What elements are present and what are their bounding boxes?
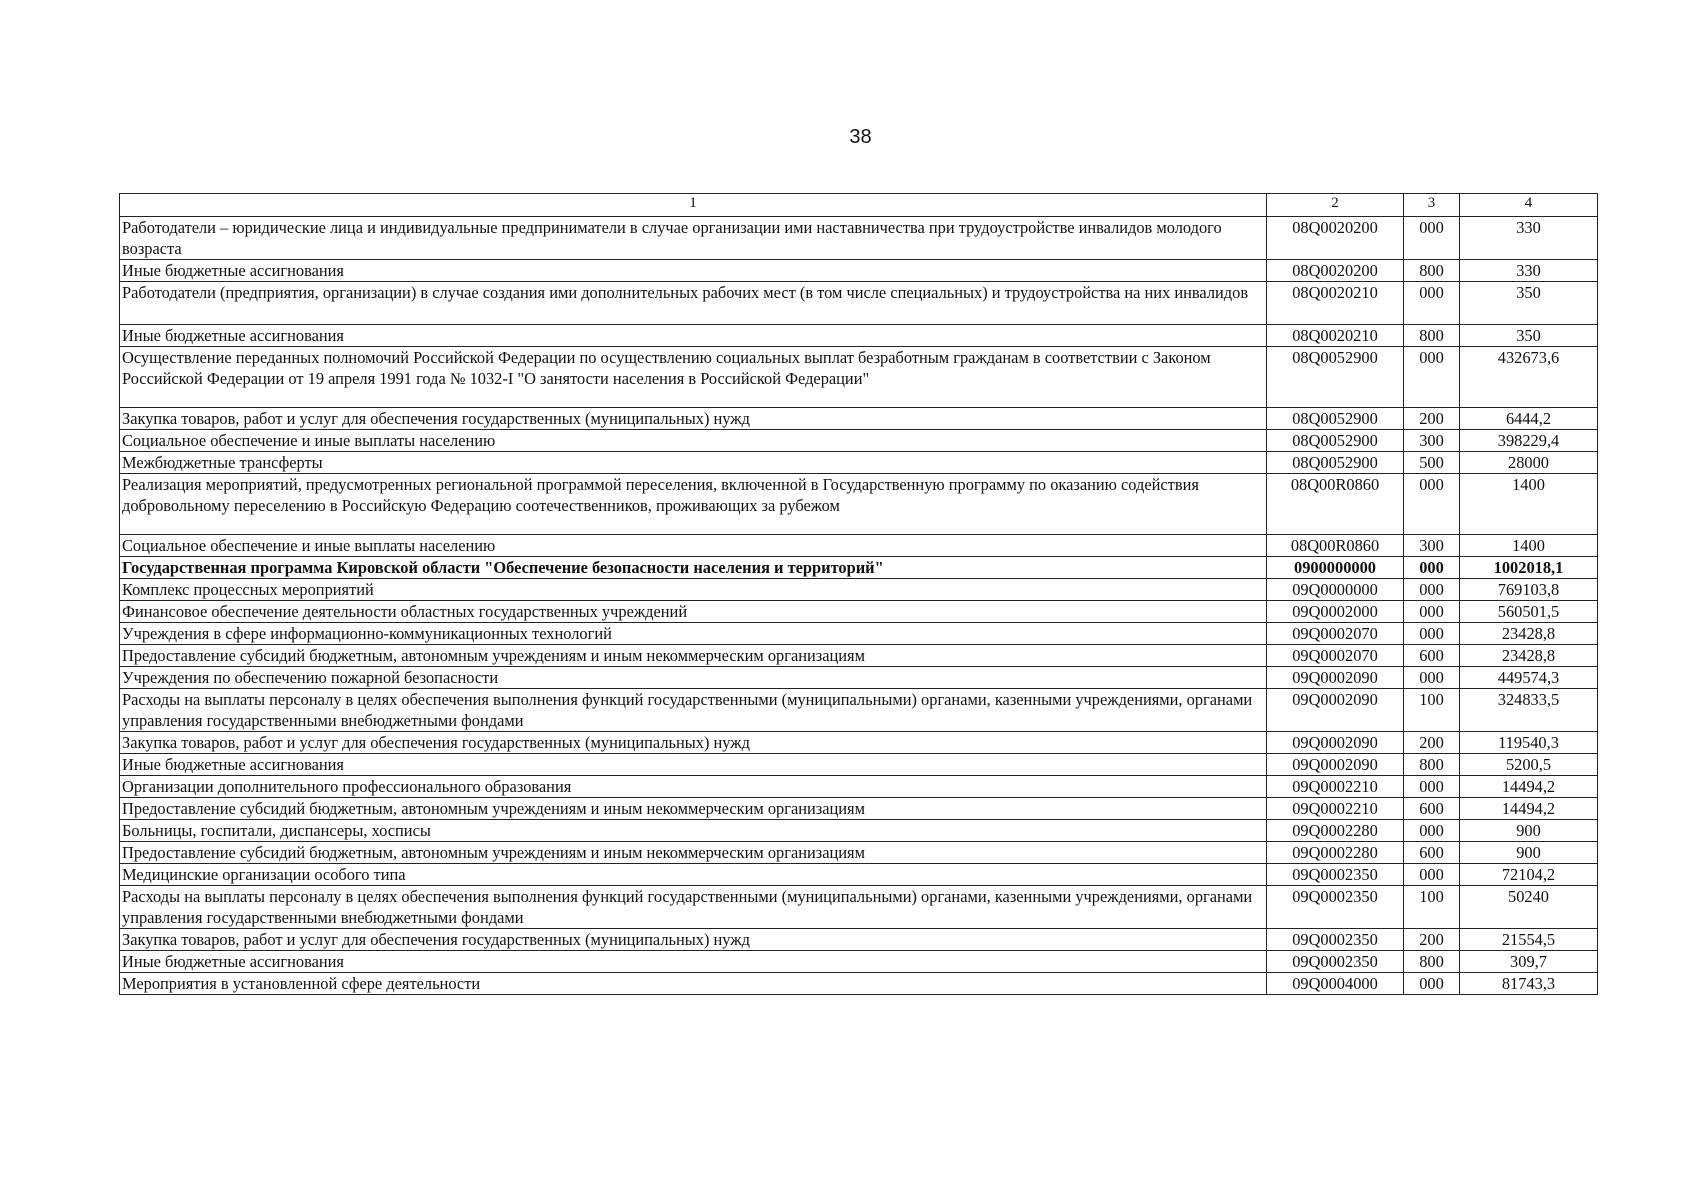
table-row <box>120 557 1598 579</box>
row-name-cell: Закупка товаров, работ и услуг для обеспечения государственных (муниципальных) нужд <box>120 929 1267 951</box>
row-name-cell: Предоставление субсидий бюджетным, автономным учреждениям и иным некоммерческим организациям <box>120 645 1267 667</box>
row-amount-cell: 350 <box>1460 325 1598 347</box>
row-amount-cell: 14494,2 <box>1460 776 1598 798</box>
row-type-cell: 100 <box>1404 689 1460 732</box>
row-name-cell: Медицинские организации особого типа <box>120 864 1267 886</box>
row-type-cell: 800 <box>1404 260 1460 282</box>
row-amount-cell: 398229,4 <box>1460 430 1598 452</box>
row-amount-cell: 900 <box>1460 820 1598 842</box>
row-code-cell: 0900000000 <box>1267 557 1404 579</box>
table-row <box>120 260 1598 282</box>
row-code-cell: 09Q0002000 <box>1267 601 1404 623</box>
table-row <box>120 732 1598 754</box>
table-row <box>120 347 1598 408</box>
row-type-cell: 200 <box>1404 408 1460 430</box>
table-row <box>120 601 1598 623</box>
row-code-cell: 09Q0002090 <box>1267 689 1404 732</box>
row-code-cell: 09Q0004000 <box>1267 973 1404 995</box>
row-code-cell: 08Q00R0860 <box>1267 535 1404 557</box>
header-col-1: 1 <box>120 194 1267 217</box>
header-row <box>120 194 1598 217</box>
table-row <box>120 973 1598 995</box>
row-type-cell: 000 <box>1404 820 1460 842</box>
table-row <box>120 798 1598 820</box>
row-name-cell: Работодатели (предприятия, организации) в случае создания ими дополнительных рабочих мест (в том числе специальных) и трудоустройства на них инвалидов <box>120 282 1267 325</box>
row-name-cell: Предоставление субсидий бюджетным, автономным учреждениям и иным некоммерческим организациям <box>120 798 1267 820</box>
row-name-cell: Иные бюджетные ассигнования <box>120 754 1267 776</box>
row-code-cell: 09Q0002280 <box>1267 842 1404 864</box>
row-name-cell: Предоставление субсидий бюджетным, автономным учреждениям и иным некоммерческим организациям <box>120 842 1267 864</box>
row-code-cell: 09Q0002350 <box>1267 886 1404 929</box>
header-col-3: 3 <box>1404 194 1460 217</box>
row-code-cell: 08Q0052900 <box>1267 452 1404 474</box>
page-number: 38 <box>849 126 872 148</box>
row-code-cell: 08Q0020200 <box>1267 217 1404 260</box>
row-amount-cell: 560501,5 <box>1460 601 1598 623</box>
row-code-cell: 09Q0002070 <box>1267 623 1404 645</box>
row-amount-cell: 309,7 <box>1460 951 1598 973</box>
table-row <box>120 667 1598 689</box>
row-type-cell: 600 <box>1404 645 1460 667</box>
table-row <box>120 474 1598 535</box>
row-type-cell: 600 <box>1404 798 1460 820</box>
table-row <box>120 754 1598 776</box>
row-name-cell: Больницы, госпитали, диспансеры, хосписы <box>120 820 1267 842</box>
row-name-cell: Учреждения по обеспечению пожарной безопасности <box>120 667 1267 689</box>
row-name-cell: Иные бюджетные ассигнования <box>120 951 1267 973</box>
row-name-cell: Работодатели – юридические лица и индивидуальные предприниматели в случае организации ими наставничества при трудоустройстве инвалидов молодого возраста <box>120 217 1267 260</box>
row-code-cell: 08Q0052900 <box>1267 347 1404 408</box>
table-row <box>120 929 1598 951</box>
row-type-cell: 000 <box>1404 623 1460 645</box>
row-amount-cell: 900 <box>1460 842 1598 864</box>
budget-table <box>119 193 1598 995</box>
row-code-cell: 09Q0002350 <box>1267 929 1404 951</box>
row-type-cell: 100 <box>1404 886 1460 929</box>
row-code-cell: 09Q0002280 <box>1267 820 1404 842</box>
table-row <box>120 886 1598 929</box>
table-row <box>120 430 1598 452</box>
row-amount-cell: 81743,3 <box>1460 973 1598 995</box>
row-type-cell: 300 <box>1404 430 1460 452</box>
row-name-cell: Расходы на выплаты персоналу в целях обеспечения выполнения функций государственными (муниципальными) органами, казенными учреждениями, органами управления государственными внебюджетными фондами <box>120 689 1267 732</box>
row-name-cell: Финансовое обеспечение деятельности областных государственных учреждений <box>120 601 1267 623</box>
row-name-cell: Мероприятия в установленной сфере деятельности <box>120 973 1267 995</box>
row-amount-cell: 50240 <box>1460 886 1598 929</box>
row-name-cell: Комплекс процессных мероприятий <box>120 579 1267 601</box>
row-code-cell: 08Q0020200 <box>1267 260 1404 282</box>
header-col-2: 2 <box>1267 194 1404 217</box>
row-amount-cell: 1002018,1 <box>1460 557 1598 579</box>
row-code-cell: 09Q0002090 <box>1267 754 1404 776</box>
row-name-cell: Организации дополнительного профессионального образования <box>120 776 1267 798</box>
table-row <box>120 842 1598 864</box>
row-type-cell: 600 <box>1404 842 1460 864</box>
table-row <box>120 217 1598 260</box>
row-code-cell: 08Q00R0860 <box>1267 474 1404 535</box>
row-code-cell: 08Q0020210 <box>1267 282 1404 325</box>
row-type-cell: 000 <box>1404 667 1460 689</box>
row-amount-cell: 23428,8 <box>1460 645 1598 667</box>
table-body <box>120 217 1598 995</box>
row-name-cell: Социальное обеспечение и иные выплаты населению <box>120 535 1267 557</box>
row-name-cell: Учреждения в сфере информационно-коммуникационных технологий <box>120 623 1267 645</box>
table-row <box>120 579 1598 601</box>
row-amount-cell: 14494,2 <box>1460 798 1598 820</box>
row-type-cell: 300 <box>1404 535 1460 557</box>
row-amount-cell: 1400 <box>1460 535 1598 557</box>
table-row <box>120 282 1598 325</box>
row-type-cell: 000 <box>1404 864 1460 886</box>
table-row <box>120 951 1598 973</box>
row-code-cell: 08Q0020210 <box>1267 325 1404 347</box>
row-type-cell: 000 <box>1404 601 1460 623</box>
row-type-cell: 200 <box>1404 929 1460 951</box>
row-amount-cell: 330 <box>1460 217 1598 260</box>
table-row <box>120 325 1598 347</box>
table-row <box>120 623 1598 645</box>
row-type-cell: 000 <box>1404 579 1460 601</box>
row-amount-cell: 6444,2 <box>1460 408 1598 430</box>
table-row <box>120 864 1598 886</box>
row-name-cell: Иные бюджетные ассигнования <box>120 325 1267 347</box>
row-name-cell: Иные бюджетные ассигнования <box>120 260 1267 282</box>
row-type-cell: 000 <box>1404 973 1460 995</box>
row-type-cell: 800 <box>1404 325 1460 347</box>
row-code-cell: 09Q0002090 <box>1267 732 1404 754</box>
row-name-cell: Межбюджетные трансферты <box>120 452 1267 474</box>
table-row <box>120 776 1598 798</box>
table-row <box>120 408 1598 430</box>
row-amount-cell: 350 <box>1460 282 1598 325</box>
row-type-cell: 800 <box>1404 951 1460 973</box>
table-row <box>120 645 1598 667</box>
row-type-cell: 000 <box>1404 217 1460 260</box>
row-amount-cell: 330 <box>1460 260 1598 282</box>
table-row <box>120 689 1598 732</box>
row-code-cell: 09Q0002210 <box>1267 776 1404 798</box>
row-code-cell: 09Q0000000 <box>1267 579 1404 601</box>
row-name-cell: Социальное обеспечение и иные выплаты населению <box>120 430 1267 452</box>
row-amount-cell: 5200,5 <box>1460 754 1598 776</box>
row-name-cell: Расходы на выплаты персоналу в целях обеспечения выполнения функций государственными (муниципальными) органами, казенными учреждениями, органами управления государственными внебюджетными фондами <box>120 886 1267 929</box>
row-type-cell: 000 <box>1404 474 1460 535</box>
row-type-cell: 000 <box>1404 557 1460 579</box>
row-name-cell: Осуществление переданных полномочий Российской Федерации по осуществлению социальных выплат безработным гражданам в соответствии с Законом Российской Федерации от 19 апреля 1991 года № 1032-I "О занятости населения в Российской Федерации" <box>120 347 1267 408</box>
row-code-cell: 09Q0002070 <box>1267 645 1404 667</box>
row-type-cell: 000 <box>1404 347 1460 408</box>
row-amount-cell: 432673,6 <box>1460 347 1598 408</box>
row-code-cell: 08Q0052900 <box>1267 430 1404 452</box>
table-row <box>120 452 1598 474</box>
row-code-cell: 09Q0002210 <box>1267 798 1404 820</box>
row-name-cell: Закупка товаров, работ и услуг для обеспечения государственных (муниципальных) нужд <box>120 408 1267 430</box>
row-amount-cell: 28000 <box>1460 452 1598 474</box>
row-type-cell: 800 <box>1404 754 1460 776</box>
row-amount-cell: 21554,5 <box>1460 929 1598 951</box>
row-code-cell: 09Q0002090 <box>1267 667 1404 689</box>
row-type-cell: 500 <box>1404 452 1460 474</box>
row-code-cell: 09Q0002350 <box>1267 864 1404 886</box>
row-type-cell: 200 <box>1404 732 1460 754</box>
row-amount-cell: 449574,3 <box>1460 667 1598 689</box>
row-code-cell: 08Q0052900 <box>1267 408 1404 430</box>
table-header <box>120 194 1598 217</box>
row-name-cell: Реализация мероприятий, предусмотренных региональной программой переселения, включенной в Государственную программу по оказанию содействия добровольному переселению в Российскую Федерацию соотечественников, проживающих за рубежом <box>120 474 1267 535</box>
row-code-cell: 09Q0002350 <box>1267 951 1404 973</box>
row-name-cell: Закупка товаров, работ и услуг для обеспечения государственных (муниципальных) нужд <box>120 732 1267 754</box>
row-amount-cell: 324833,5 <box>1460 689 1598 732</box>
table-row <box>120 535 1598 557</box>
row-type-cell: 000 <box>1404 282 1460 325</box>
row-amount-cell: 72104,2 <box>1460 864 1598 886</box>
row-type-cell: 000 <box>1404 776 1460 798</box>
table-row <box>120 820 1598 842</box>
row-name-cell: Государственная программа Кировской области "Обеспечение безопасности населения и территорий" <box>120 557 1267 579</box>
row-amount-cell: 1400 <box>1460 474 1598 535</box>
row-amount-cell: 769103,8 <box>1460 579 1598 601</box>
row-amount-cell: 119540,3 <box>1460 732 1598 754</box>
header-col-4: 4 <box>1460 194 1598 217</box>
row-amount-cell: 23428,8 <box>1460 623 1598 645</box>
